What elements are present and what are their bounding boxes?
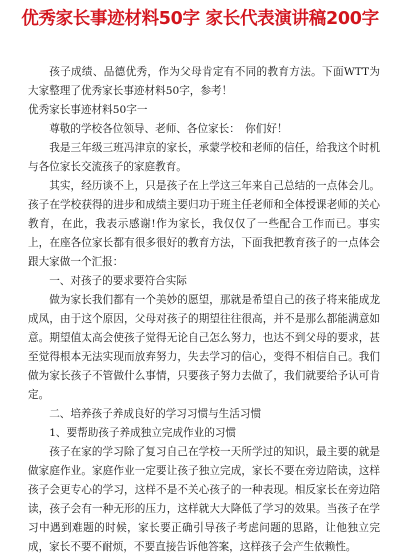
body-paragraph: 我是三年级三班冯津京的家长，承蒙学校和老师的信任，给我这个时机与各位家长交流孩子的家庭教育。 <box>28 142 380 173</box>
section-heading: 优秀家长事迹材料50字一 <box>28 104 148 116</box>
body-paragraph: 做为家长我们都有一个美妙的愿望，那就是希望自己的孩子将来能成龙成凤，由于这个原因，父母对孩子的期望往往很高，并不是那么都能满意如意。期望值太高会使孩子觉得无论自己怎么努力，也达不到父母的要求，甚至觉得根本无法实现而放弃努力，失去学习的信心，变得不相信自己。我们做为家长孩子不管做什么事情，只要孩子努力去做了，我们就要给予认可肯定。 <box>28 294 380 401</box>
salutation: 尊敬的学校各位领导、老师、各位家长： 你们好！ <box>49 123 288 135</box>
subheading: 1、要帮助孩子养成独立完成作业的习惯 <box>49 427 237 439</box>
body-paragraph: 孩子在家的学习除了复习自己在学校一天所学过的知识，最主要的就是做家庭作业。家庭作业一定要让孩子独立完成，家长不要在旁边陪读，这样孩子会更专心的学习，这样不是不关心孩子的一种表现。相反家长在旁边陪读，孩子会有一种无形的压力，这样就大大降低了学习的效果。当孩子在学习中遇到难题的时候，家长要正确引导孩子考虑问题的思路，让他独立完成，家长不要不耐烦，不要直接告诉他答案，这样孩子会产生依赖性。 <box>28 446 380 553</box>
document-body <box>28 63 380 557</box>
body-paragraph: 其实，经历谈不上，只是孩子在上学这三年来自己总结的一点体会儿。孩子在学校获得的进步和成绩主要归功于班主任老师和全体授课老师的关心教育，在此，我表示感谢!作为家长，我仅仅了一些配合工作而已。事实上，在座各位家长都有很多很好的教育方法，下面我把教育孩子的一点体会跟大家做一个汇报： <box>28 180 380 268</box>
subheading: 一、对孩子的要求要符合实际 <box>49 275 187 287</box>
subheading: 二、培养孩子养成良好的学习习惯与生活习惯 <box>49 408 262 420</box>
intro-paragraph: 孩子成绩、品德优秀，作为父母肯定有不同的教育方法。下面WTT为大家整理了优秀家长事迹材料50字，参考！ <box>28 66 380 97</box>
document-title: 优秀家长事迹材料50字 家长代表演讲稿200字 <box>21 9 379 29</box>
